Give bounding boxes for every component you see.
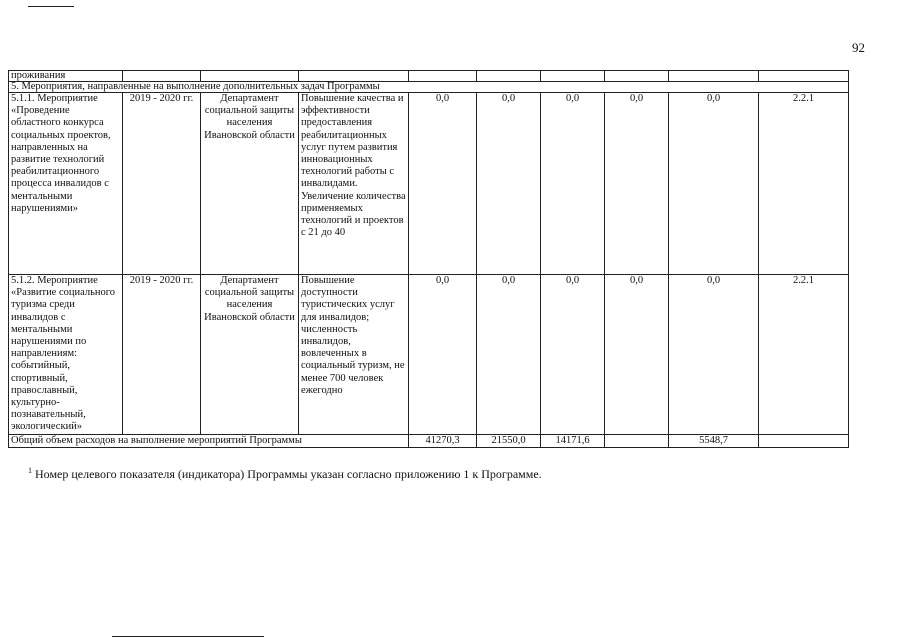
value-cell: 0,0 — [669, 93, 759, 275]
value-cell: 0,0 — [477, 93, 541, 275]
activity-period: 2019 - 2020 гг. — [123, 275, 201, 435]
value-cell: 0,0 — [605, 93, 669, 275]
top-rule — [28, 6, 74, 7]
value-cell: 0,0 — [409, 275, 477, 435]
value-cell: 0,0 — [541, 93, 605, 275]
table-row-prev — [9, 71, 849, 82]
total-value: 21550,0 — [477, 434, 541, 447]
activity-period: 2019 - 2020 гг. — [123, 93, 201, 275]
indicator-cell: 2.2.1 — [759, 275, 849, 435]
value-cell: 0,0 — [541, 275, 605, 435]
total-value: 41270,3 — [409, 434, 477, 447]
activity-result: Повышение качества и эффективности предоставления реабилитационных услуг путем развития инновационных технологий работы с инвалидами. Увеличение количества применяемых технологий и проектов с 21 до 40 — [299, 93, 409, 275]
value-cell: 0,0 — [669, 275, 759, 435]
total-row — [9, 434, 849, 447]
footnote-text: Номер целевого показателя (индикатора) Программы указан согласно приложению 1 к Программе. — [35, 467, 542, 481]
section-title-row — [9, 82, 849, 93]
total-indicator — [759, 434, 849, 447]
value-cell: 0,0 — [409, 93, 477, 275]
activity-name: 5.1.1. Мероприятие «Проведение областного конкурса социальных проектов, направленных на развитие технологий реабилитационного процесса инвалидов с ментальными нарушениями» — [9, 93, 123, 275]
activity-executor: Департамент социальной защиты населения Ивановской области — [201, 275, 299, 435]
bottom-rule — [112, 636, 264, 637]
page-number: 92 — [852, 40, 865, 55]
activity-executor: Департамент социальной защиты населения Ивановской области — [201, 93, 299, 275]
total-value: 14171,6 — [541, 434, 605, 447]
prev-row-text: проживания — [9, 71, 123, 82]
total-label: Общий объем расходов на выполнение мероприятий Программы — [9, 434, 409, 447]
value-cell: 0,0 — [477, 275, 541, 435]
total-value — [605, 434, 669, 447]
activity-name: 5.1.2. Мероприятие «Развитие социального туризма среди инвалидов с ментальными нарушениями по направлениям: событийный, спортивный, православный, культурно-познавательный, экологический» — [9, 275, 123, 435]
section-title: 5. Мероприятия, направленные на выполнение дополнительных задач Программы — [9, 82, 849, 93]
indicator-cell: 2.2.1 — [759, 93, 849, 275]
table-row — [9, 93, 849, 275]
activity-result: Повышение доступности туристических услуг для инвалидов; численность инвалидов, вовлеченных в социальный туризм, не менее 700 человек ежегодно — [299, 275, 409, 435]
footnote — [28, 466, 542, 482]
value-cell: 0,0 — [605, 275, 669, 435]
total-value: 5548,7 — [669, 434, 759, 447]
program-table — [8, 70, 849, 448]
footnote-marker: 1 — [28, 466, 32, 475]
table-row — [9, 275, 849, 435]
